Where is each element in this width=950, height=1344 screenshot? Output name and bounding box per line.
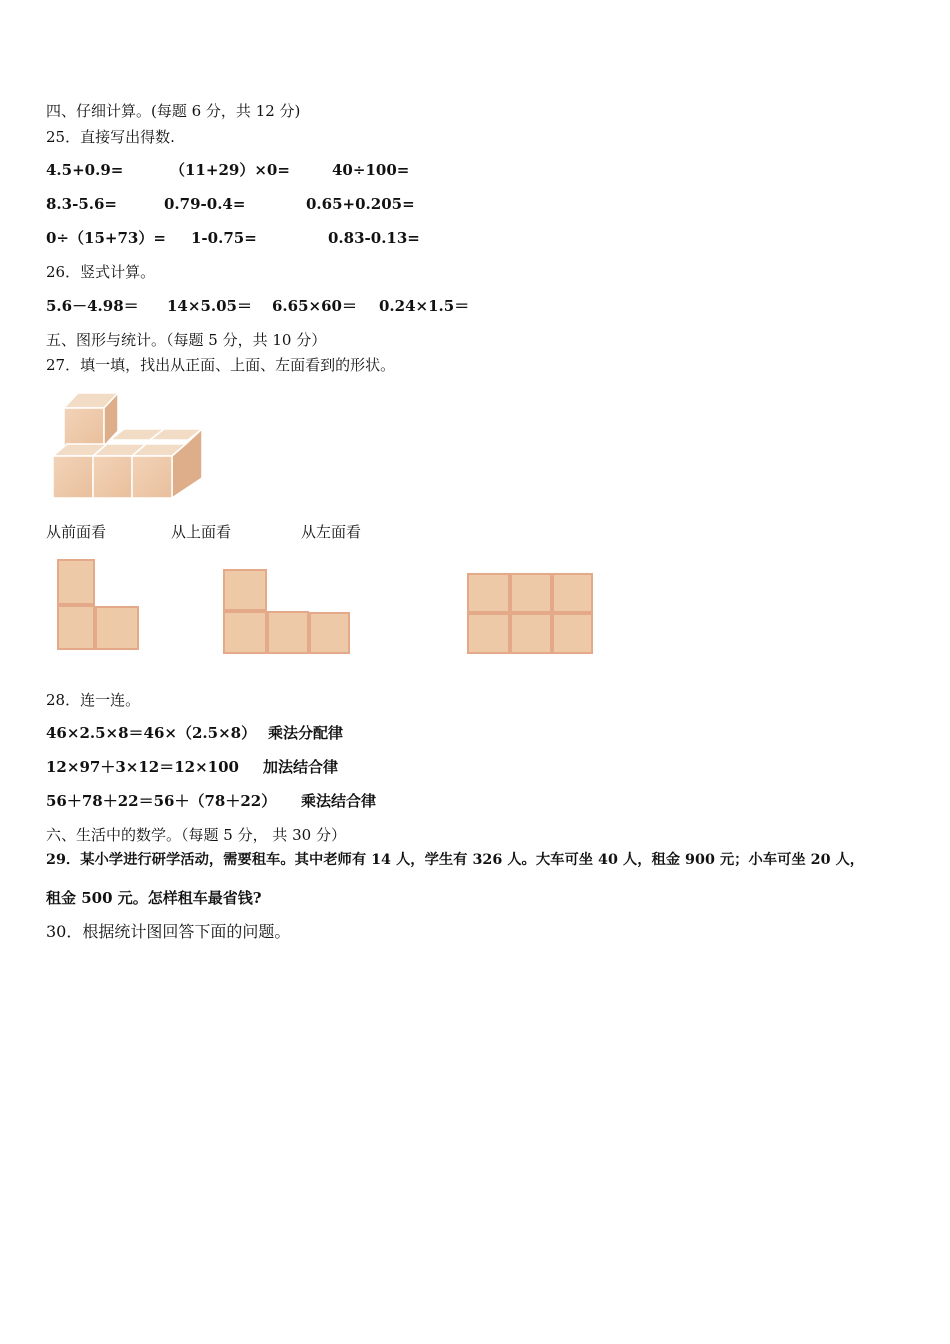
calc-item: 40÷100=: [332, 161, 410, 179]
calc-item: 8.3-5.6=: [46, 195, 117, 213]
question-28: 28．连一连。: [46, 691, 141, 709]
view-label-top: 从上面看: [171, 523, 232, 541]
question-30: 30．根据统计图回答下面的问题。: [46, 922, 291, 941]
shape-square: [552, 573, 593, 613]
calc-item: 0÷（15+73）=: [46, 229, 166, 247]
calc-item: 4.5+0.9=: [46, 161, 124, 179]
match-law: 乘法结合律: [301, 792, 377, 810]
calc-item: 0.83-0.13=: [328, 229, 420, 247]
section-5-title: 五、图形与统计。（每题 5 分，共 10 分）: [46, 331, 327, 349]
match-expression: 12×97＋3×12＝12×100: [46, 758, 239, 776]
match-law: 乘法分配律: [268, 724, 344, 742]
question-27: 27．填一填，找出从正面、上面、左面看到的形状。: [46, 356, 396, 374]
match-expression: 46×2.5×8＝46×（2.5×8）: [46, 724, 257, 742]
question-25: 25．直接写出得数.: [46, 128, 175, 146]
calc-item: 0.65+0.205=: [306, 195, 415, 213]
shape-square: [309, 612, 350, 654]
question-29-line-2: 租金 500 元。怎样租车最省钱?: [46, 889, 262, 907]
vertical-calc-item: 14×5.05＝: [167, 297, 252, 315]
shape-square: [95, 606, 139, 650]
match-expression: 56＋78＋22＝56＋（78＋22）: [46, 792, 277, 810]
section-6-title: 六、生活中的数学。（每题 5 分， 共 30 分）: [46, 826, 346, 844]
vertical-calc-item: 6.65×60＝: [272, 297, 357, 315]
shape-square: [552, 613, 593, 654]
question-26: 26．竖式计算。: [46, 263, 156, 281]
question-29-line-1: 29．某小学进行研学活动，需要租车。其中老师有 14 人，学生有 326 人。大车可坐 40 人，租金 900 元；小车可坐 20 人，: [46, 852, 865, 868]
match-law: 加法结合律: [263, 758, 339, 776]
calc-item: （11+29）×0=: [170, 161, 290, 179]
cube-stack-figure: [48, 388, 208, 503]
shape-square: [510, 573, 552, 613]
shape-square: [467, 573, 510, 613]
calc-item: 0.79-0.4=: [164, 195, 246, 213]
view-label-front: 从前面看: [46, 523, 107, 541]
shape-square: [57, 605, 95, 650]
vertical-calc-item: 5.6－4.98＝: [46, 297, 139, 315]
view-label-left: 从左面看: [301, 523, 362, 541]
shape-square: [510, 613, 552, 654]
section-4-title: 四、仔细计算。(每题 6 分，共 12 分): [46, 102, 301, 120]
shape-square: [267, 611, 309, 654]
shape-square: [223, 569, 267, 611]
calc-item: 1-0.75=: [191, 229, 257, 247]
vertical-calc-item: 0.24×1.5＝: [379, 297, 470, 315]
shape-square: [57, 559, 95, 605]
shape-square: [223, 611, 267, 654]
shape-square: [467, 613, 510, 654]
